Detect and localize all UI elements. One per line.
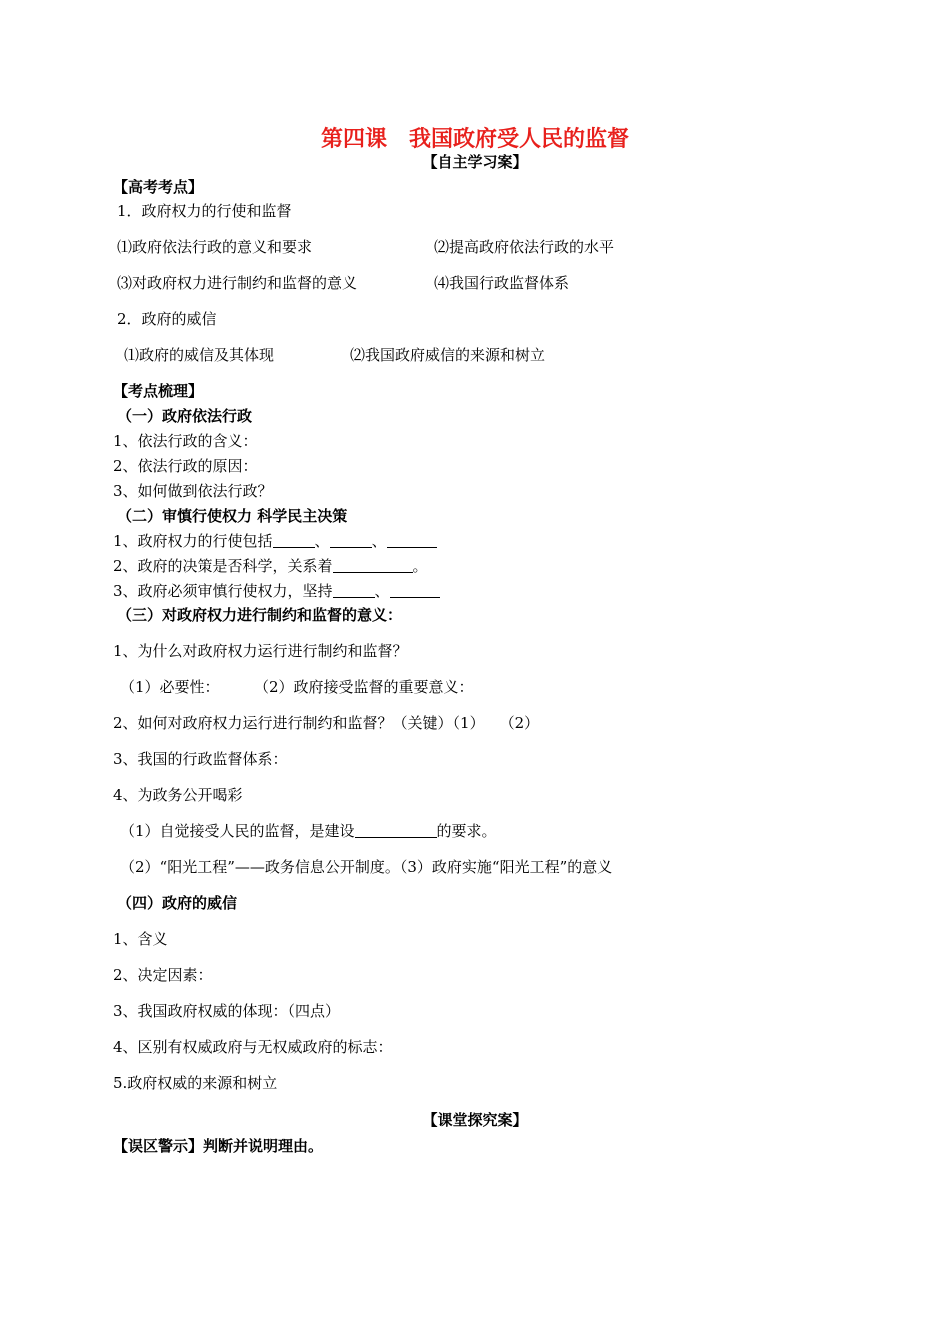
section-4-question-2: 2、决定因素： <box>113 966 213 984</box>
question-text: 2、政府的决策是否科学，关系着 <box>113 557 333 575</box>
section-1-question-3: 3、如何做到依法行政？ <box>113 482 273 500</box>
answer-blank <box>273 532 315 548</box>
exam-point-1-a: ⑴政府依法行政的意义和要求 <box>117 238 313 256</box>
review-heading: 【考点梳理】 <box>113 382 204 400</box>
answer-blank <box>355 822 437 838</box>
section-4-question-3: 3、我国政府权威的体现：（四点） <box>113 1002 341 1020</box>
exam-points-heading: 【高考考点】 <box>113 178 204 196</box>
exam-point-1-d: ⑷我国行政监督体系 <box>434 274 570 292</box>
section-2-question-2 <box>113 556 428 576</box>
separator: 、 <box>314 532 330 550</box>
answer-blank <box>333 557 413 573</box>
section-4-question-1: 1、含义 <box>113 930 168 948</box>
exam-point-1-b: ⑵提高政府依法行政的水平 <box>434 238 615 256</box>
section-3-question-4-a <box>120 821 497 841</box>
exam-point-1: 1．政府权力的行使和监督 <box>117 202 292 220</box>
section-2-question-3 <box>113 581 440 601</box>
section-1-question-1: 1、依法行政的含义： <box>113 432 258 450</box>
warning-label: 【误区警示】 <box>113 1137 204 1155</box>
question-text: 3、政府必须审慎行使权力，坚持 <box>113 582 333 600</box>
section-label-class-inquiry: 【课堂探究案】 <box>422 1111 528 1129</box>
exam-point-2-a: ⑴政府的威信及其体现 <box>124 346 275 364</box>
section-3-question-1-b: （2）政府接受监督的重要意义： <box>254 678 474 696</box>
question-text: 1、政府权力的行使包括 <box>113 532 273 550</box>
answer-blank <box>387 532 437 548</box>
section-label-self-study: 【自主学习案】 <box>422 153 528 171</box>
section-1-question-2: 2、依法行政的原因： <box>113 457 258 475</box>
section-3-question-1: 1、为什么对政府权力运行进行制约和监督？ <box>113 642 408 660</box>
section-1-heading: （一）政府依法行政 <box>117 407 253 425</box>
section-4-heading: （四）政府的威信 <box>117 894 238 912</box>
separator: 、 <box>371 532 387 550</box>
separator: 、 <box>374 582 390 600</box>
answer-blank <box>390 582 440 598</box>
section-2-heading: （二）审慎行使权力 科学民主决策 <box>117 507 348 525</box>
section-3-question-3: 3、我国的行政监督体系： <box>113 750 288 768</box>
question-end: 。 <box>412 557 428 575</box>
exam-point-1-c: ⑶对政府权力进行制约和监督的意义 <box>117 274 358 292</box>
answer-blank <box>333 582 375 598</box>
section-3-heading: （三）对政府权力进行制约和监督的意义： <box>117 606 403 624</box>
answer-blank <box>330 532 372 548</box>
section-3-question-2: 2、如何对政府权力运行进行制约和监督？（关键）（1） （2） <box>113 714 540 732</box>
exam-point-2-b: ⑵我国政府威信的来源和树立 <box>350 346 546 364</box>
misconception-warning <box>113 1136 323 1156</box>
section-4-question-4: 4、区别有权威政府与无权威政府的标志： <box>113 1038 393 1056</box>
question-end: 的要求。 <box>436 822 497 840</box>
section-3-question-4-b: （2）“阳光工程”——政务信息公开制度。（3）政府实施“阳光工程”的意义 <box>120 858 613 876</box>
section-3-question-1-a: （1）必要性： <box>120 678 220 696</box>
exam-point-2: 2．政府的威信 <box>117 310 217 328</box>
page-title: 第四课 我国政府受人民的监督 <box>320 127 629 152</box>
section-3-question-4: 4、为政务公开喝彩 <box>113 786 243 804</box>
question-text: （1）自觉接受人民的监督，是建设 <box>120 822 355 840</box>
warning-text: 判断并说明理由。 <box>203 1137 324 1155</box>
section-2-question-1 <box>113 531 437 551</box>
section-4-question-5: 5.政府权威的来源和树立 <box>113 1074 278 1092</box>
